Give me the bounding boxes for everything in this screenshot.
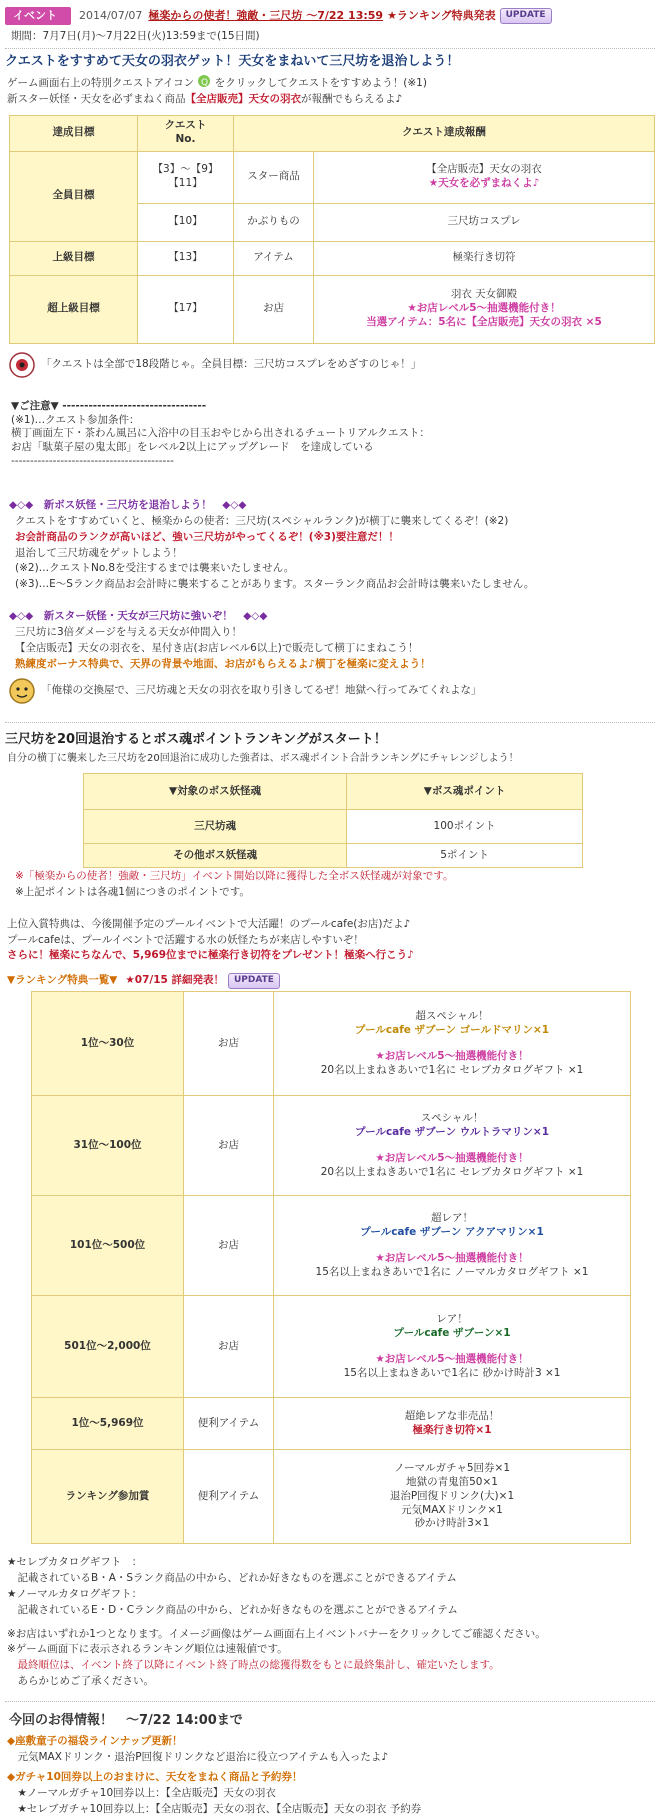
rank-title: ▼ランキング特典一覧▼	[7, 974, 118, 987]
soul-n2: ※上記ポイントは各魂1個につきのポイントです。	[15, 885, 250, 898]
deal-h1: ◆座敷童子の福袋ラインナップ更新！	[7, 1735, 183, 1748]
quest-r1-reward2: ★天女を必ずまねくよ♪	[428, 177, 540, 190]
rank-r5-type: 便利アイテム	[184, 1450, 274, 1544]
quest-all-goal: 全員目標	[10, 151, 138, 241]
rank-r3-rank: 501位～2,000位	[32, 1296, 184, 1398]
boss-section	[5, 499, 655, 592]
soul-th2: ▼ボス魂ポイント	[347, 773, 583, 809]
quest-line-2a: 新スター妖怪・天女を必ずまねく商品	[7, 92, 186, 105]
quest-r1-reward: 【全店販売】天女の羽衣	[426, 163, 542, 176]
star-l3: 熟練度ボーナス特典で、天界の背景や地面、お店がもらえるよ♪横丁を極楽に変えよう！	[15, 657, 431, 670]
table-row	[32, 1296, 631, 1398]
divider	[5, 722, 655, 723]
rank-r1-d: 20名以上まねきあいで1名に セレブカタログギフト ×1	[320, 1165, 584, 1178]
star-section	[5, 610, 655, 671]
star-l2: 【全店販売】天女の羽衣を、星付き店(お店レベル6以上)で販売して横丁にまねこう！	[15, 641, 419, 654]
rank-r1-rank: 31位～100位	[32, 1096, 184, 1196]
quest-r2-no: 【10】	[138, 203, 234, 241]
ranking-announcement: ★ランキング特典発表	[387, 8, 496, 22]
notes-l3: お店「駄菓子屋の鬼太郎」をレベル2以上にアップグレード を達成している	[11, 441, 374, 454]
quest-r3-type: アイテム	[234, 241, 314, 275]
quest-line-2c: が報酬でもらえるよ♪	[301, 92, 403, 105]
soul-th1: ▼対象のボス妖怪魂	[84, 773, 347, 809]
table-row	[32, 1398, 631, 1450]
quest-heading: クエストをすすめて天女の羽衣ゲット！天女をまねいて三尺坊を退治しよう！	[5, 53, 460, 69]
table-row	[32, 992, 631, 1096]
boss-title: ◆◇◆ 新ボス妖怪・三尺坊を退治しよう！ ◆◇◆	[9, 499, 247, 512]
rank-title-row	[7, 973, 655, 989]
rank-r4-type: 便利アイテム	[184, 1398, 274, 1450]
rank-r5-item: ノーマルガチャ5回券×1	[393, 1461, 511, 1474]
speech-medama-text: 「クエストは全部で18段階じゃ。全員目標：三尺坊コスプレをめざすのじゃ！」	[41, 357, 422, 370]
boss-l1: クエストをすすめていくと、極楽からの使者：三尺坊(スペシャルランク)が横丁に襲来してくるぞ！(※2)	[15, 514, 509, 527]
gift-block	[5, 1556, 655, 1617]
event-header	[5, 4, 655, 28]
rank-r2-b: プールcafe ザブーン アクアマリン×1	[360, 1225, 544, 1238]
page	[0, 4, 660, 1815]
quest-line-1b: をクリックしてクエストをすすめよう！(※1)	[214, 77, 427, 90]
ranking-table	[31, 991, 631, 1544]
event-badge: イベント	[5, 7, 71, 26]
gift-l1: ★セレブカタログギフト ：	[7, 1556, 143, 1569]
quest-r3-no: 【13】	[138, 241, 234, 275]
caution-l1: ※お店はいずれか1つとなります。イメージ画像はゲーム画面右上イベントバナーをクリックしてご確認ください。	[7, 1627, 546, 1640]
quest-th-goal: 達成目標	[10, 115, 138, 151]
rank-r1-prize	[274, 1096, 631, 1196]
table-row	[32, 1196, 631, 1296]
event-date: 2014/07/07	[79, 8, 143, 22]
rank-r0-d: 20名以上まねきあいで1名に セレブカタログギフト ×1	[320, 1063, 584, 1076]
speech-exchange-text: 「俺様の交換屋で、三尺坊魂と天女の羽衣を取り引きしてるぜ！地獄へ行ってみてくれよな」	[41, 683, 482, 696]
rank-r3-d: 15名以上まねきあいで1名に 砂かけ時計3 ×1	[343, 1366, 561, 1379]
rank-r0-b: プールcafe ザブーン ゴールドマリン×1	[354, 1023, 550, 1036]
quest-r4-reward: 羽衣 天女御殿	[450, 288, 518, 301]
rank-r0-a: 超スペシャル！	[415, 1009, 489, 1022]
notes-l2: 横丁画面左下・茶わん風呂に入浴中の目玉おやじから出されるチュートリアルクエスト：	[11, 427, 430, 440]
soul-intro: 自分の横丁に襲来した三尺坊を20回退治に成功した強者は、ボス魂ポイント合計ランキングにチャレンジしよう！	[7, 752, 519, 764]
quest-r3-goal: 上級目標	[10, 241, 138, 275]
svg-text:Q: Q	[201, 78, 209, 89]
event-title-link[interactable]: 極楽からの使者！強敵・三尺坊 ～7/22 13:59	[148, 8, 384, 22]
pool-block	[5, 918, 655, 964]
rank-r3-a: レア！	[436, 1312, 468, 1325]
rank-r2-d: 15名以上まねきあいで1名に ノーマルカタログギフト ×1	[315, 1265, 589, 1278]
rank-r1-type: お店	[184, 1096, 274, 1196]
quest-r4-reward-cell	[314, 275, 655, 343]
quest-r3-reward: 極楽行き切符	[314, 241, 655, 275]
quest-r4-reward3: 当選アイテム：5名に【全店販売】天女の羽衣 ×5	[366, 316, 602, 329]
deal-l1: 元気MAXドリンク・退治P回復ドリンクなど退治に役立つアイテムも入ったよ♪	[7, 1751, 389, 1764]
boss-l2: お会計商品のランクが高いほど、強い三尺坊がやってくるぞ！(※3)要注意だ！！	[15, 530, 399, 543]
event-period: 期間：7月7日(月)～7月22日(火)13:59まで(15日間)	[11, 30, 260, 42]
quest-r1-reward-cell	[314, 151, 655, 203]
quest-line-2	[7, 93, 655, 107]
notes-l1: (※1)…クエスト参加条件：	[11, 413, 140, 426]
rank-r0-rank: 1位～30位	[32, 992, 184, 1096]
soul-table	[83, 773, 583, 868]
rank-r5-item: 地獄の青鬼笛50×1	[406, 1475, 498, 1488]
soul-heading: 三尺坊を20回退治するとボス魂ポイントランキングがスタート！	[5, 731, 387, 747]
quest-icon[interactable]	[197, 74, 211, 88]
quest-line-1	[7, 74, 655, 91]
rank-r4-a: 超絶レアな非売品！	[404, 1409, 500, 1422]
deal-l3: ★セレブガチャ10回券以上：【全店販売】天女の羽衣、【全店販売】天女の羽衣 予約券	[7, 1802, 422, 1815]
boss-l4: (※2)…クエストNo.8を受注するまでは襲来いたしません。	[15, 562, 295, 575]
rank-r2-prize	[274, 1196, 631, 1296]
rank-r0-c: ★お店レベル5～抽選機能付き！	[375, 1049, 529, 1062]
soul-r1b: 100ポイント	[347, 809, 583, 843]
star-l1: 三尺坊に3倍ダメージを与える天女が仲間入り！	[15, 626, 242, 639]
rank-r3-c: ★お店レベル5～抽選機能付き！	[375, 1352, 529, 1365]
quest-r1-no: 【3】～【9】 【11】	[138, 151, 234, 203]
gift-l3: ★ノーマルカタログギフト：	[7, 1587, 143, 1600]
deal-l2: ★ノーマルガチャ10回券以上：【全店販売】天女の羽衣	[7, 1786, 276, 1799]
star-title: ◆◇◆ 新スター妖怪・天女が三尺坊に強いぞ！ ◆◇◆	[9, 610, 268, 623]
rank-r2-c: ★お店レベル5～抽選機能付き！	[375, 1251, 529, 1264]
gift-l2: 記載されているB・A・Sランク商品の中から、どれか好きなものを選ぶことができるアイテム	[7, 1572, 457, 1584]
rank-r1-a: スペシャル！	[420, 1111, 484, 1124]
quest-r4-reward2: ★お店レベル5～抽選機能付き！	[407, 302, 561, 315]
boss-l5: (※3)…E～Sランク商品お会計時に襲来することがあります。スターランク商品お会計時は襲来いたしません。	[15, 578, 535, 591]
deal-title: 今回のお得情報！ ～7/22 14:00まで	[9, 1713, 243, 1729]
rank-r0-type: お店	[184, 992, 274, 1096]
speech-exchange	[9, 678, 655, 704]
rank-r3-b: プールcafe ザブーン×1	[393, 1326, 511, 1339]
soul-r1a: 三尺坊魂	[84, 809, 347, 843]
quest-line-1a: ゲーム画面右上の特別クエストアイコン	[7, 77, 195, 90]
rank-r5-item: 退治P回復ドリンク(大)×1	[389, 1489, 515, 1502]
gift-l4: 記載されているE・D・Cランク商品の中から、どれか好きなものを選ぶことができるアイテム	[7, 1603, 458, 1616]
speech-medama	[9, 352, 655, 378]
rank-r1-b: プールcafe ザブーン ウルトラマリン×1	[354, 1125, 550, 1138]
quest-r4-type: お店	[234, 275, 314, 343]
rank-r2-rank: 101位～500位	[32, 1196, 184, 1296]
rank-r4-b: 極楽行き切符×1	[412, 1423, 492, 1436]
notes-title: ▼ご注意▼ ---------------------------------	[11, 399, 207, 412]
update-badge: UPDATE	[500, 8, 552, 24]
quest-item-name: 【全店販売】天女の羽衣	[185, 92, 301, 105]
rank-r2-type: お店	[184, 1196, 274, 1296]
rank-update-badge: UPDATE	[228, 973, 280, 989]
quest-r4-goal: 超上級目標	[10, 275, 138, 343]
deal-h2: ◆ガチャ10回券以上のおまけに、天女をまねく商品と予約券！	[7, 1770, 303, 1783]
rank-r0-prize	[274, 992, 631, 1096]
pool-l2: プールcafeは、プールイベントで活躍する水の妖怪たちが来店しやすいぞ！	[7, 933, 364, 946]
quest-th-reward: クエスト達成報酬	[234, 115, 655, 151]
table-row	[32, 1450, 631, 1544]
rank-r5-item: 元気MAXドリンク×1	[401, 1503, 503, 1516]
rank-r4-prize	[274, 1398, 631, 1450]
rank-r1-c: ★お店レベル5～抽選機能付き！	[375, 1151, 529, 1164]
rank-update-note: ★07/15 詳細発表！	[125, 974, 224, 987]
soul-r2b: 5ポイント	[347, 843, 583, 867]
soul-r2a: その他ボス妖怪魂	[84, 843, 347, 867]
rank-r2-a: 超レア！	[431, 1211, 473, 1224]
quest-th-no: クエスト No.	[138, 115, 234, 151]
rank-r5-rank: ランキング参加賞	[32, 1450, 184, 1544]
pool-l1: 上位入賞特典は、今後開催予定のプールイベントで大活躍！のプールcafe(お店)だよ♪	[7, 917, 411, 930]
caution-l2: ※ゲーム画面下に表示されるランキング順位は速報値です。	[7, 1643, 288, 1656]
quest-r1-type: スター商品	[234, 151, 314, 203]
divider	[5, 1701, 655, 1702]
caution-l3: 最終順位は、イベント終了以降にイベント終了時点の総獲得数をもとに最終集計し、確定いたします。	[7, 1659, 500, 1672]
quest-r2-reward: 三尺坊コスプレ	[314, 203, 655, 241]
divider	[5, 48, 655, 49]
shopkeeper-icon	[9, 678, 35, 704]
rank-r3-prize	[274, 1296, 631, 1398]
soul-n1: ※「極楽からの使者！強敵・三尺坊」イベント開始以降に獲得した全ボス妖怪魂が対象です。	[15, 869, 454, 882]
notes-block	[11, 400, 655, 469]
rank-r5-item: 砂かけ時計3×1	[414, 1517, 490, 1530]
notes-l4: -------------------------------------------	[11, 455, 174, 468]
pool-l3: さらに！極楽にちなんで、5,969位までに極楽行き切符をプレゼント！極楽へ行こう♪	[7, 949, 414, 962]
caution-l4: あらかじめご了承ください。	[7, 1675, 154, 1688]
rank-r5-prize	[274, 1450, 631, 1544]
caution-block	[5, 1628, 655, 1689]
table-row	[32, 1096, 631, 1196]
quest-table	[9, 115, 655, 344]
quest-r4-no: 【17】	[138, 275, 234, 343]
medama-oyaji-icon	[9, 352, 35, 378]
rank-r4-rank: 1位～5,969位	[32, 1398, 184, 1450]
boss-l3: 退治して三尺坊魂をゲットしよう！	[15, 546, 183, 559]
quest-r2-type: かぶりもの	[234, 203, 314, 241]
rank-r3-type: お店	[184, 1296, 274, 1398]
